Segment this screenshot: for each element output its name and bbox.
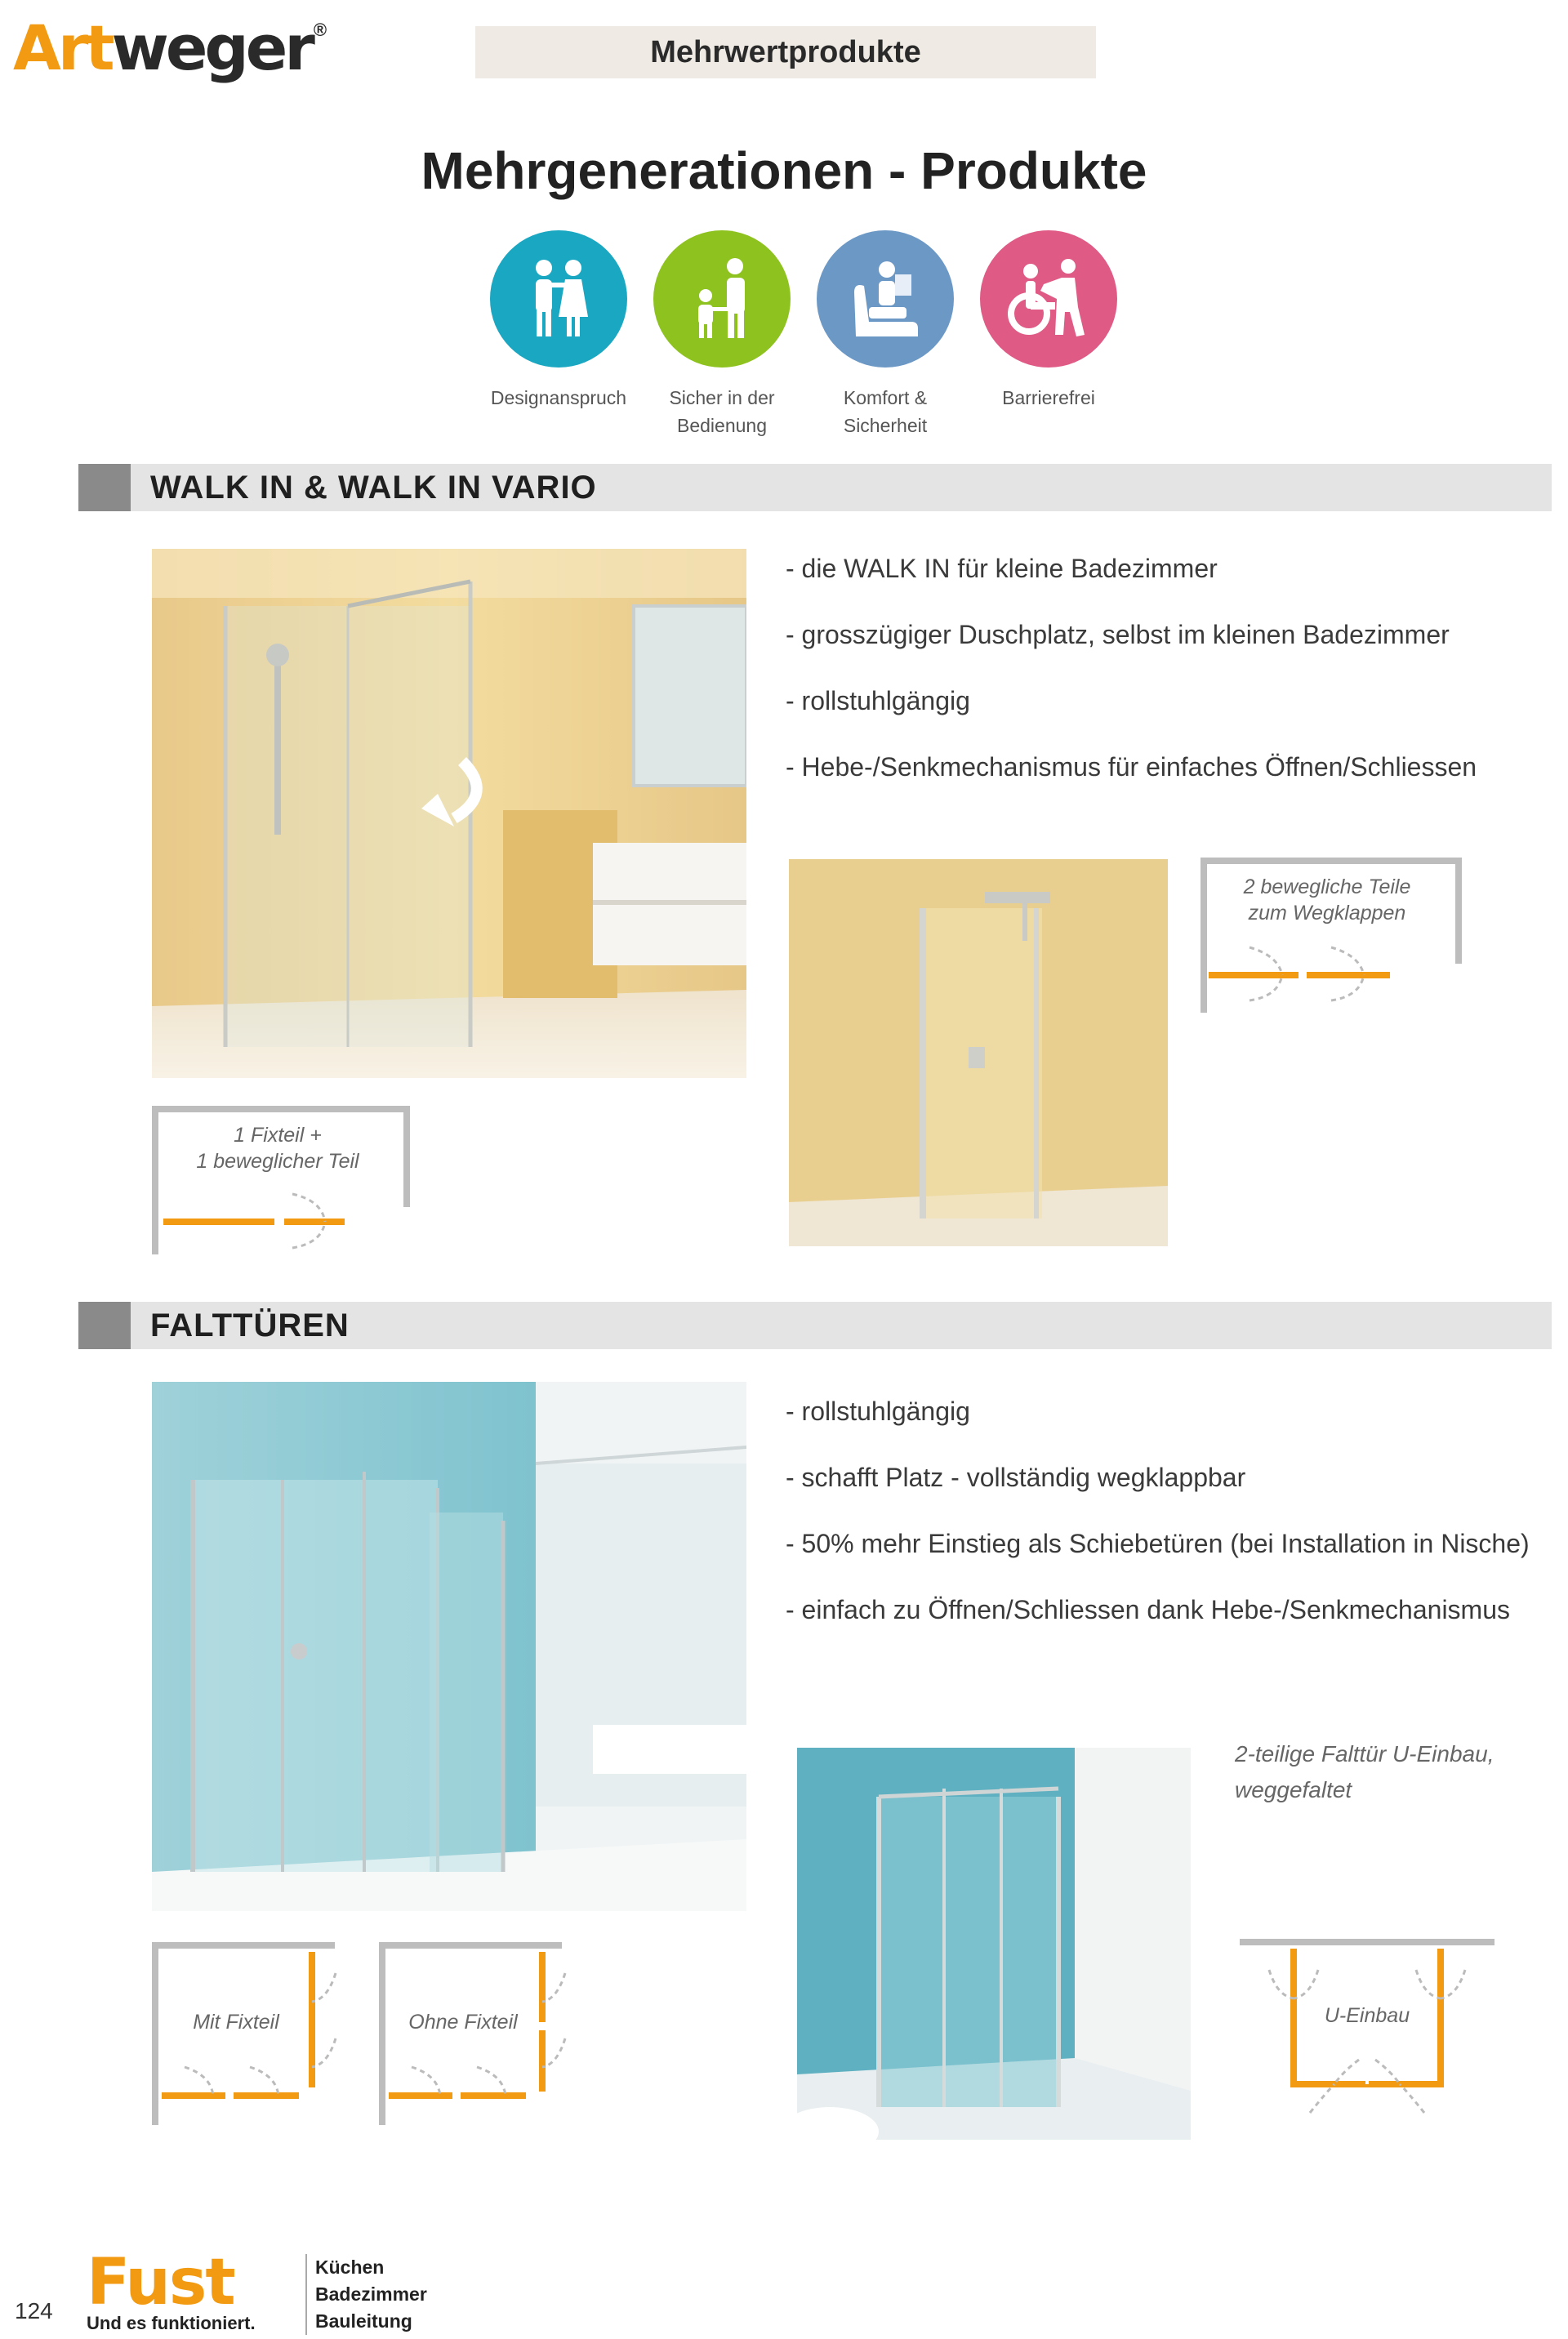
list-item: - Hebe-/Senkmechanismus für einfaches Öffnen/Schliessen: [786, 752, 1477, 782]
feature-barrierefrei: [959, 230, 1138, 412]
diagram-label: Ohne Fixteil: [408, 2011, 518, 2034]
armchair-reader-icon: [817, 230, 954, 368]
feature-label: Designanspruch: [490, 387, 627, 408]
section-heading: WALK IN & WALK IN VARIO: [150, 469, 597, 506]
logo-text-art: Art: [13, 11, 112, 84]
list-item: - grosszügiger Duschplatz, selbst im kleinen Badezimmer: [786, 620, 1450, 649]
falttueren-feature-list: [786, 1397, 1530, 1661]
list-item: - rollstuhlgängig: [786, 1397, 970, 1426]
fust-brand: Fust: [87, 2246, 234, 2319]
page-title: Mehrgenerationen - Produkte: [421, 141, 1147, 200]
diagram-label: 1 Fixteil + 1 beweglicher Teil: [196, 1124, 359, 1173]
child-adult-icon: [653, 230, 791, 368]
wheelchair-icon: [980, 230, 1117, 368]
fust-logo: [87, 2246, 296, 2334]
falttuer-caption: 2-teilige Falttür U-Einbau, weggefaltet: [1235, 1741, 1494, 1802]
list-item: - die WALK IN für kleine Badezimmer: [786, 554, 1218, 583]
list-item: - einfach zu Öffnen/Schliessen dank Hebe-/Senkmechanismus: [786, 1595, 1510, 1624]
falttuer-u-einbau-photo: [797, 1748, 1191, 2140]
logo-text-weger: weger: [111, 11, 312, 84]
walkin-vario-diagram: [1200, 858, 1462, 1021]
walkin-feature-list: [786, 554, 1477, 818]
section-header-falttueren: [78, 1302, 1552, 1349]
section-header-walkin: [78, 464, 1552, 511]
feature-designanspruch: [469, 230, 648, 412]
section-marker: [78, 1302, 131, 1349]
section-marker: [78, 464, 131, 511]
diagram-u-einbau: [1236, 1937, 1498, 2125]
walkin-bathroom-photo: [152, 549, 746, 1078]
feature-label: Komfort & Sicherheit: [843, 387, 928, 436]
fust-slogan: Und es funktioniert.: [87, 2313, 256, 2333]
diagram-label: Mit Fixteil: [193, 2011, 279, 2034]
service-line: Küchen: [315, 2257, 385, 2278]
list-item: - schafft Platz - vollständig wegklappbar: [786, 1463, 1246, 1492]
page-number: 124: [15, 2298, 53, 2323]
falttuer-bathroom-photo: [152, 1382, 746, 1911]
category-banner: Mehrwertprodukte: [475, 26, 1096, 78]
artweger-logo: [13, 11, 327, 93]
diagram-mit-fixteil: [152, 1940, 340, 2128]
fust-service-lines: [305, 2254, 427, 2335]
walkin-vario-photo: [789, 859, 1168, 1246]
feature-sicher: [632, 230, 812, 439]
couple-icon: [490, 230, 627, 368]
service-line: Bauleitung: [315, 2310, 412, 2332]
section-heading: FALTTÜREN: [150, 1307, 350, 1343]
diagram-label: U-Einbau: [1324, 2004, 1410, 2027]
logo-registered-mark: ®: [313, 20, 327, 40]
service-line: Badezimmer: [315, 2283, 427, 2305]
list-item: - 50% mehr Einstieg als Schiebetüren (bei Installation in Nische): [786, 1529, 1530, 1558]
feature-komfort: [795, 230, 975, 439]
diagram-ohne-fixteil: [379, 1940, 567, 2128]
walkin-diagram: [152, 1103, 413, 1258]
diagram-label: 2 bewegliche Teile zum Wegklappen: [1243, 875, 1411, 924]
list-item: - rollstuhlgängig: [786, 686, 970, 715]
feature-label: Barrierefrei: [1002, 387, 1095, 408]
feature-label: Sicher in der Bedienung: [669, 387, 775, 436]
